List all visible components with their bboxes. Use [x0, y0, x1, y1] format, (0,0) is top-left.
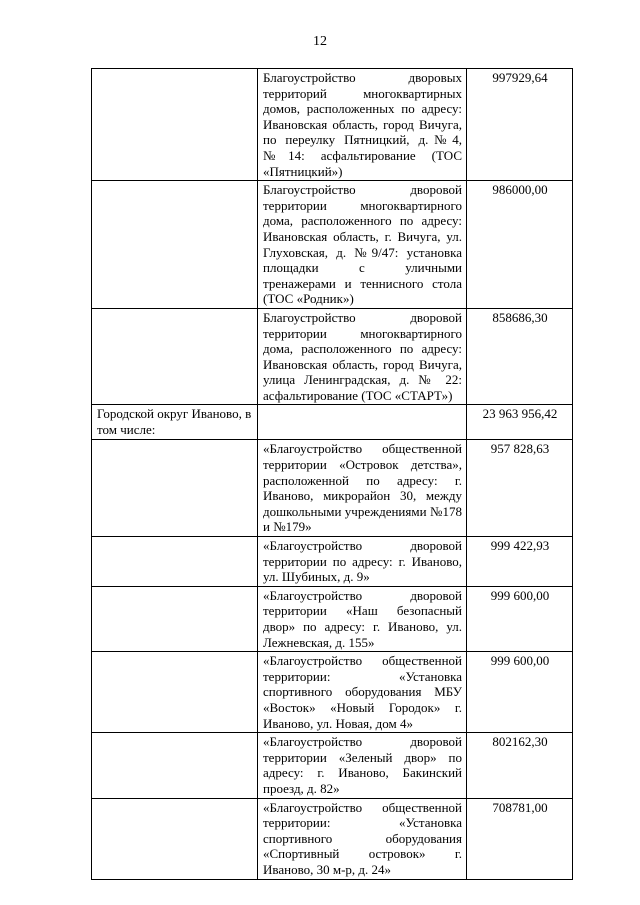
- amount-cell: 957 828,63: [467, 440, 573, 537]
- amount-cell: 802162,30: [467, 733, 573, 798]
- amount-cell: 999 600,00: [467, 652, 573, 733]
- table-row: [92, 69, 573, 181]
- description-cell: Благоустройство дворовой территории многоквартирного дома, расположенного по адресу: Ивановская область, город Вичуга, улица Ленинградская, д. № 22: асфальтирование (ТОС «СТАРТ»): [258, 308, 467, 405]
- description-cell: «Благоустройство общественной территории «Островок детства», расположенной по адресу: г. Иваново, микрорайон 30, между дошкольными учреждениями №178 и №179»: [258, 440, 467, 537]
- description-cell: «Благоустройство дворовой территории «Наш безопасный двор» по адресу: г. Иваново, ул. Лежневская, д. 155»: [258, 586, 467, 651]
- table-row: [92, 733, 573, 798]
- table-row: [92, 798, 573, 879]
- table-row: [92, 405, 573, 440]
- table-row: [92, 181, 573, 309]
- region-cell: [92, 586, 258, 651]
- funding-table: [91, 68, 573, 880]
- region-cell: [92, 440, 258, 537]
- region-cell: [92, 733, 258, 798]
- region-cell: Городской округ Иваново, в том числе:: [92, 405, 258, 440]
- region-cell: [92, 308, 258, 405]
- description-cell: Благоустройство дворовых территорий многоквартирных домов, расположенных по адресу: Ивановская область, город Вичуга, по переулку Пятницкий, д.№4, №14: асфальтирование (ТОС «Пятницкий»): [258, 69, 467, 181]
- amount-cell: 23 963 956,42: [467, 405, 573, 440]
- amount-cell: 997929,64: [467, 69, 573, 181]
- amount-cell: 999 600,00: [467, 586, 573, 651]
- table-row: [92, 586, 573, 651]
- description-cell: [258, 405, 467, 440]
- description-cell: «Благоустройство дворовой территории «Зеленый двор» по адресу: г. Иваново, Бакинский проезд, д. 82»: [258, 733, 467, 798]
- amount-cell: 986000,00: [467, 181, 573, 309]
- description-cell: «Благоустройство дворовой территории по адресу: г. Иваново, ул. Шубиных, д. 9»: [258, 537, 467, 587]
- description-cell: «Благоустройство общественной территории: «Установка спортивного оборудования МБУ «Восток» «Новый Городок» г. Иваново, ул. Новая, дом 4»: [258, 652, 467, 733]
- region-cell: [92, 537, 258, 587]
- region-cell: [92, 181, 258, 309]
- amount-cell: 708781,00: [467, 798, 573, 879]
- table-row: [92, 308, 573, 405]
- region-cell: [92, 652, 258, 733]
- region-cell: [92, 798, 258, 879]
- amount-cell: 999 422,93: [467, 537, 573, 587]
- table-row: [92, 652, 573, 733]
- table-row: [92, 440, 573, 537]
- amount-cell: 858686,30: [467, 308, 573, 405]
- region-cell: [92, 69, 258, 181]
- page-number: 12: [313, 34, 327, 49]
- table-row: [92, 537, 573, 587]
- description-cell: Благоустройство дворовой территории многоквартирного дома, расположенного по адресу: Ивановская область, г. Вичуга, ул. Глуховская, д. №9/47: установка площадки с уличными тренажерами и теннисного стола (ТОС «Родник»): [258, 181, 467, 309]
- description-cell: «Благоустройство общественной территории: «Установка спортивного оборудования «Спортивный островок» г. Иваново, 30 м-р, д. 24»: [258, 798, 467, 879]
